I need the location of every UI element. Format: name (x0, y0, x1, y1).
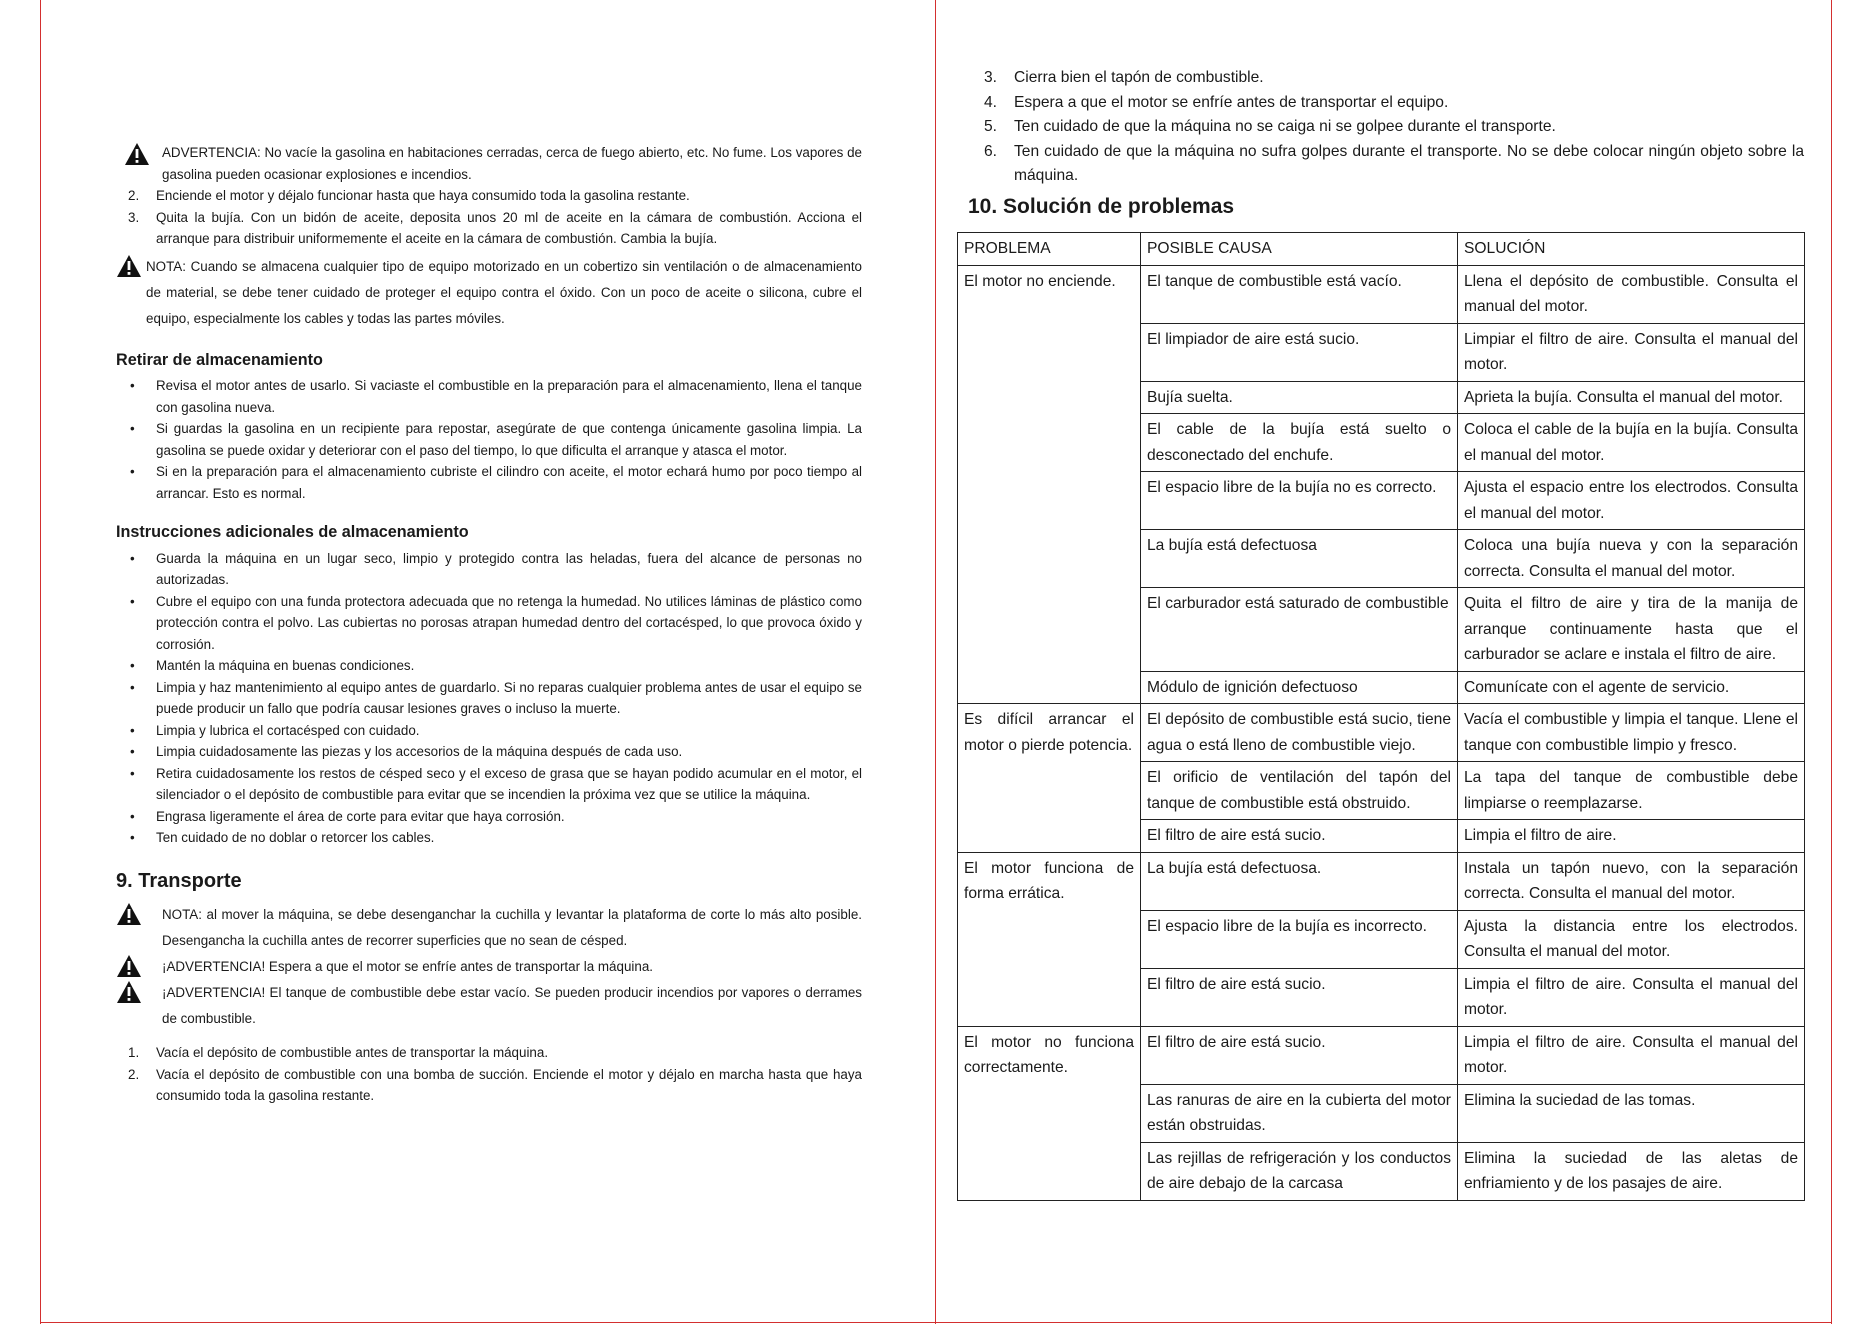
cause-cell: El filtro de aire está sucio. (1141, 820, 1458, 853)
problem-cell: El motor no funciona correctamente. (958, 1026, 1141, 1200)
solution-cell: Aprieta la bujía. Consulta el manual del motor. (1458, 381, 1805, 414)
removal-heading: Retirar de almacenamiento (116, 350, 323, 369)
solution-cell: Instala un tapón nuevo, con la separación correcta. Consulta el manual del motor. (1458, 852, 1805, 910)
solution-cell: Coloca una bujía nueva y con la separación correcta. Consulta el manual del motor. (1458, 530, 1805, 588)
solution-cell: Limpia el filtro de aire. Consulta el manual del motor. (1458, 1026, 1805, 1084)
solution-cell: Quita el filtro de aire y tira de la manija de arranque continuamente hasta que el carburador se aclare e instala el filtro de aire. (1458, 588, 1805, 672)
cause-cell: El espacio libre de la bujía no es correcto. (1141, 472, 1458, 530)
solution-cell: Elimina la suciedad de las aletas de enfriamiento y de los pasajes de aire. (1458, 1142, 1805, 1200)
cause-cell: El filtro de aire está sucio. (1141, 1026, 1458, 1084)
troubleshooting-table (957, 232, 1805, 1201)
list-item: • Si guardas la gasolina en un recipiente para repostar, asegúrate de que contenga únicamente gasolina limpia. La gasolina se puede oxidar y deteriorar con el paso del tiempo, lo que dificulta el arranque y atasca el motor. (116, 418, 862, 461)
page-border-left (40, 0, 41, 1324)
list-item: 2. Vacía el depósito de combustible con una bomba de succión. Enciende el motor y déjalo en marcha hasta que haya consumido toda la gasolina restante. (128, 1066, 862, 1103)
list-item: 4. Espera a que el motor se enfríe antes de transportar el equipo. (984, 93, 1449, 111)
list-item: • Guarda la máquina en un lugar seco, limpio y protegido contra las heladas, fuera del alcance de personas no autorizadas. (116, 548, 862, 591)
right-page (968, 66, 1804, 233)
table-row (958, 704, 1805, 762)
transport-note: NOTA: al mover la máquina, se debe desenganchar la cuchilla y levantar la plataforma de corte lo más alto posible. Desengancha la cuchilla antes de recorrer superficies que no sean de césped. (116, 902, 862, 954)
cause-cell: El tanque de combustible está vacío. (1141, 265, 1458, 323)
solution-cell: Vacía el combustible y limpia el tanque. Llene el tanque con combustible limpio y fresco. (1458, 704, 1805, 762)
cause-cell: El limpiador de aire está sucio. (1141, 323, 1458, 381)
transport-warning-2: ¡ADVERTENCIA! El tanque de combustible debe estar vacío. Se pueden producir incendios por vapores o derrames de combustible. (116, 980, 862, 1032)
table-header: PROBLEMA (958, 233, 1141, 266)
cause-cell: Módulo de ignición defectuoso (1141, 671, 1458, 704)
cause-cell: El filtro de aire está sucio. (1141, 968, 1458, 1026)
page-border-bottom (40, 1322, 1832, 1323)
transport-warning-1: ¡ADVERTENCIA! Espera a que el motor se enfríe antes de transportar la máquina. (116, 954, 862, 980)
additional-heading: Instrucciones adicionales de almacenamiento (116, 523, 469, 541)
transport-heading: 9. Transporte (116, 869, 242, 892)
additional-list (116, 548, 862, 849)
list-item: 3. Cierra bien el tapón de combustible. (984, 69, 1264, 86)
solution-cell: Limpiar el filtro de aire. Consulta el manual del motor. (1458, 323, 1805, 381)
warning-intro: ADVERTENCIA: No vacíe la gasolina en habitaciones cerradas, cerca de fuego abierto, etc. No fume. Los vapores de gasolina pueden ocasionar explosiones e incendios. (116, 142, 862, 185)
cause-cell: El depósito de combustible está sucio, tiene agua o está lleno de combustible viejo. (1141, 704, 1458, 762)
page-divider (935, 0, 936, 1324)
note-storage: NOTA: Cuando se almacena cualquier tipo de equipo motorizado en un cobertizo sin ventilación o de almacenamiento de material, se debe tener cuidado de proteger el equipo contra el óxido. Con un poco de aceite o silicona, cubre el equipo, especialmente los cables y todas las partes móviles. (116, 254, 862, 332)
list-item: 3. Quita la bujía. Con un bidón de aceite, deposita unos 20 ml de aceite en la cámara de combustión. Acciona el arranque para distribuir uniformemente el aceite en la cámara de combustión. Cambia la bujía. (128, 209, 862, 246)
list-item: • Si en la preparación para el almacenamiento cubriste el cilindro con aceite, el motor echará humo por poco tiempo al arrancar. Esto es normal. (116, 461, 862, 504)
solution-cell: Limpia el filtro de aire. Consulta el manual del motor. (1458, 968, 1805, 1026)
solution-cell: Ajusta el espacio entre los electrodos. Consulta el manual del motor. (1458, 472, 1805, 530)
warning-triangle-icon (116, 954, 142, 978)
solution-cell: Elimina la suciedad de las tomas. (1458, 1084, 1805, 1142)
list-item: • Limpia cuidadosamente las piezas y los accesorios de la máquina después de cada uso. (116, 741, 862, 763)
troubleshooting-heading: 10. Solución de problemas (968, 194, 1235, 218)
cause-cell: Las ranuras de aire en la cubierta del motor están obstruidas. (1141, 1084, 1458, 1142)
list-item: • Revisa el motor antes de usarlo. Si vaciaste el combustible en la preparación para el almacenamiento, llena el tanque con gasolina nueva. (116, 375, 862, 418)
transport-steps-right (974, 66, 1804, 189)
solution-cell: Llena el depósito de combustible. Consulta el manual del motor. (1458, 265, 1805, 323)
list-item: • Ten cuidado de no doblar o retorcer los cables. (116, 827, 862, 849)
cause-cell: El espacio libre de la bujía es incorrecto. (1141, 910, 1458, 968)
cause-cell: La bujía está defectuosa (1141, 530, 1458, 588)
list-item: • Limpia y lubrica el cortacésped con cuidado. (116, 720, 862, 742)
removal-list (116, 375, 862, 504)
solution-cell: Ajusta la distancia entre los electrodos. Consulta el manual del motor. (1458, 910, 1805, 968)
list-item: • Mantén la máquina en buenas condiciones. (116, 655, 862, 677)
cause-cell: El cable de la bujía está suelto o desconectado del enchufe. (1141, 414, 1458, 472)
storage-steps (116, 185, 862, 250)
list-item: • Retira cuidadosamente los restos de césped seco y el exceso de grasa que se hayan podido acumular en el motor, el silenciador o el depósito de combustible para evitar que se incendien la próxima vez que se utilice la máquina. (116, 763, 862, 806)
table-row (958, 265, 1805, 323)
list-item: 1. Vacía el depósito de combustible antes de transportar la máquina. (128, 1045, 549, 1060)
table-header-row (958, 233, 1805, 266)
list-item: 6. Ten cuidado de que la máquina no sufra golpes durante el transporte. No se debe colocar ningún objeto sobre la máquina. (984, 142, 1804, 184)
warning-triangle-icon (124, 142, 150, 166)
warning-triangle-icon (116, 902, 142, 926)
list-item: • Limpia y haz mantenimiento al equipo antes de guardarlo. Si no reparas cualquier problema antes de usar el equipo se puede producir un fallo que podría causar lesiones graves o incluso la muerte. (116, 677, 862, 720)
left-page (116, 142, 862, 1107)
table-header: POSIBLE CAUSA (1141, 233, 1458, 266)
solution-cell: Comunícate con el agente de servicio. (1458, 671, 1805, 704)
table-row (958, 852, 1805, 910)
solution-cell: La tapa del tanque de combustible debe limpiarse o reemplazarse. (1458, 762, 1805, 820)
warning-triangle-icon (116, 980, 142, 1004)
list-item: • Cubre el equipo con una funda protectora adecuada que no retenga la humedad. No utilices láminas de plástico como protección contra el polvo. Las cubiertas no porosas atrapan humedad dentro del cortacésped, lo que provoca óxido y corrosión. (116, 591, 862, 656)
list-item: • Engrasa ligeramente el área de corte para evitar que haya corrosión. (116, 806, 862, 828)
cause-cell: El carburador está saturado de combustible (1141, 588, 1458, 672)
table-header: SOLUCIÓN (1458, 233, 1805, 266)
cause-cell: Las rejillas de refrigeración y los conductos de aire debajo de la carcasa (1141, 1142, 1458, 1200)
warning-triangle-icon (116, 254, 142, 278)
transport-steps-left (116, 1042, 862, 1107)
problem-cell: El motor no enciende. (958, 265, 1141, 704)
cause-cell: La bujía está defectuosa. (1141, 852, 1458, 910)
solution-cell: Coloca el cable de la bujía en la bujía. Consulta el manual del motor. (1458, 414, 1805, 472)
page-border-right (1831, 0, 1832, 1324)
list-item: 5. Ten cuidado de que la máquina no se caiga ni se golpee durante el transporte. (984, 118, 1556, 135)
cause-cell: Bujía suelta. (1141, 381, 1458, 414)
table-row (958, 1026, 1805, 1084)
problem-cell: Es difícil arrancar el motor o pierde potencia. (958, 704, 1141, 853)
solution-cell: Limpia el filtro de aire. (1458, 820, 1805, 853)
cause-cell: El orificio de ventilación del tapón del tanque de combustible está obstruido. (1141, 762, 1458, 820)
list-item: 2. Enciende el motor y déjalo funcionar hasta que haya consumido toda la gasolina restante. (128, 188, 690, 203)
problem-cell: El motor funciona de forma errática. (958, 852, 1141, 1026)
